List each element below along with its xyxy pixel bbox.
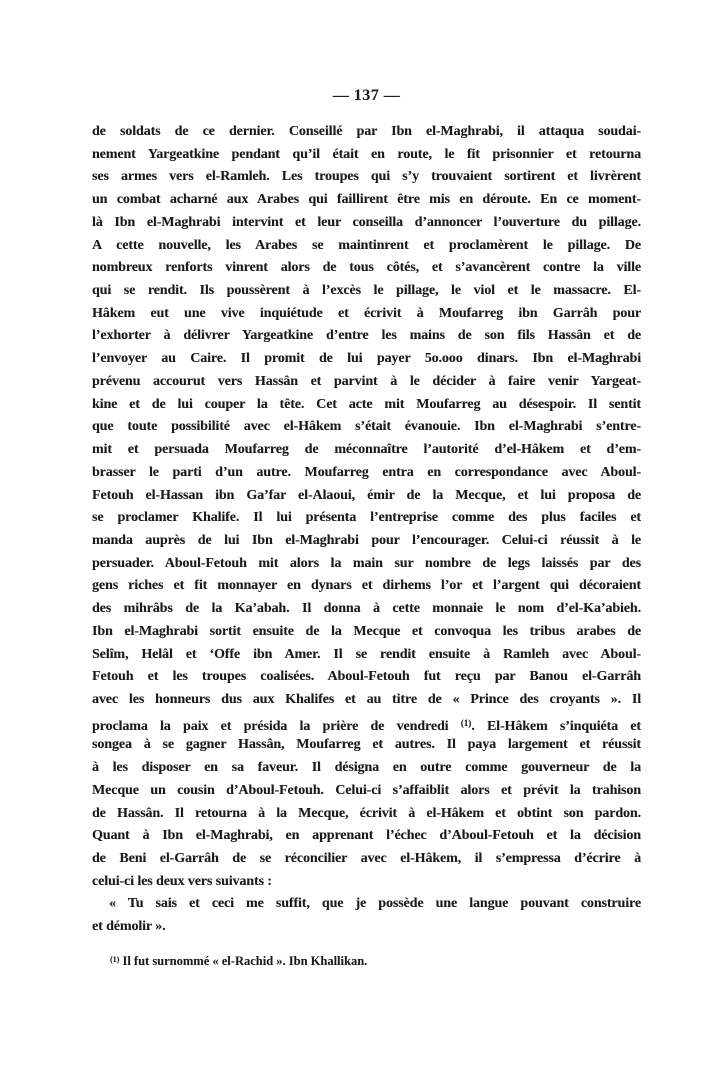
text-line: Fetouh et les troupes coalisées. Aboul-Fetouh fut reçu par Banou el-Garrâh — [92, 669, 641, 685]
text-line: nement Yargeatkine pendant qu’il était en route, le fit prisonnier et retourna — [92, 146, 641, 162]
text-line: persuader. Aboul-Fetouh mit alors la main sur nombre de legs laissés par des — [92, 555, 641, 571]
text-line: nombreux renforts vinrent alors de tous côtés, et s’avancèrent contre la ville — [92, 260, 641, 276]
text-line: Hâkem eut une vive inquiétude et écrivit à Moufarreg ibn Garrâh pour — [92, 305, 641, 321]
footnote-ref: (1) — [460, 717, 472, 728]
text-line: des mihrâbs de la Ka’abah. Il donna à cette monnaie le nom d’el-Ka’abieh. — [92, 601, 641, 617]
text-line: Selîm, Helâl et ‘Offe ibn Amer. Il se rendit ensuite à Ramleh avec Aboul- — [92, 646, 641, 662]
text-line: et démolir ». — [92, 919, 166, 935]
text-line: de Hassân. Il retourna à la Mecque, écrivit à el-Hâkem et obtint son pardon. — [92, 805, 641, 821]
text-line: un combat acharné aux Arabes qui faillirent être mis en déroute. En ce moment- — [92, 192, 641, 208]
text-line: brasser le parti d’un autre. Moufarreg entra en correspondance avec Aboul- — [92, 464, 641, 480]
text-line: manda auprès de lui Ibn el-Maghrabi pour l’encourager. Celui-ci réussit à le — [92, 532, 641, 548]
text-line: à les disposer en sa faveur. Il désigna en outre comme gouverneur de la — [92, 760, 641, 776]
text-line: gens riches et fit monnayer en dynars et dirhems l’or et l’argent qui décoraient — [92, 578, 641, 594]
text-line: proclama la paix et présida la prière de vendredi $^{(1)}$. El-Hâkem s’inquiéta et — [92, 717, 641, 734]
footnote: $^{(1)}$ Il fut surnommé « el-Rachid ». Ibn Khallikan. — [110, 954, 368, 968]
text-line: Mecque un cousin d’Aboul-Fetouh. Celui-ci s’affaiblit alors et prévit la trahison — [92, 782, 641, 798]
text-line: prévenu accourut vers Hassân et parvint à le décider à faire venir Yargeat- — [92, 373, 641, 389]
text-line: qui se rendit. Ils poussèrent à l’excès le pillage, le viol et le massacre. El- — [92, 283, 641, 299]
text-line: celui-ci les deux vers suivants : — [92, 873, 272, 889]
footnote-marker: (1) — [110, 955, 120, 964]
text-line: l’envoyer au Caire. Il promit de lui payer 5o.ooo dinars. Ibn el-Maghrabi — [92, 351, 641, 367]
text-line: l’exhorter à délivrer Yargeatkine d’entre les mains de son fils Hassân et de — [92, 328, 641, 344]
text-line: se proclamer Khalife. Il lui présenta l’entreprise comme des plus faciles et — [92, 510, 641, 526]
text-line: avec les honneurs dus aux Khalifes et au titre de « Prince des croyants ». Il — [92, 691, 641, 707]
text-line: « Tu sais et ceci me suffit, que je possède une langue pouvant construire — [109, 896, 641, 912]
text-line: A cette nouvelle, les Arabes se maintinrent et proclamèrent le pillage. De — [92, 237, 641, 253]
text-line: de soldats de ce dernier. Conseillé par Ibn el-Maghrabi, il attaqua soudai- — [92, 124, 641, 139]
text-line: kine et de lui couper la tête. Cet acte mit Moufarreg au désespoir. Il sentit — [92, 396, 641, 412]
page-body — [92, 121, 641, 939]
text-line: là Ibn el-Maghrabi intervint et leur conseilla d’annoncer l’ouverture du pillage. — [92, 214, 641, 230]
page-number: — 137 — — [332, 87, 401, 104]
text-line: Quant à Ibn el-Maghrabi, en apprenant l’échec d’Aboul-Fetouh et la décision — [92, 828, 641, 844]
text-line: mit et persuada Moufarreg de méconnaître l’autorité d’el-Hâkem et d’em- — [92, 442, 641, 458]
text-line: Fetouh el-Hassan ibn Ga’far el-Alaoui, émir de la Mecque, et lui proposa de — [92, 487, 641, 503]
text-line: ses armes vers el-Ramleh. Les troupes qui s’y trouvaient sortirent et livrèrent — [92, 169, 641, 185]
text-line: que toute possibilité avec el-Hâkem s’était évanouie. Ibn el-Maghrabi s’entre- — [92, 419, 641, 435]
text-line: de Beni el-Garrâh de se réconcilier avec el-Hâkem, il s’empressa d’écrire à — [92, 851, 641, 866]
text-line: Ibn el-Maghrabi sortit ensuite de la Mecque et convoqua les tribus arabes de — [92, 623, 641, 639]
text-line: songea à se gagner Hassân, Moufarreg et autres. Il paya largement et réussit — [92, 737, 641, 753]
